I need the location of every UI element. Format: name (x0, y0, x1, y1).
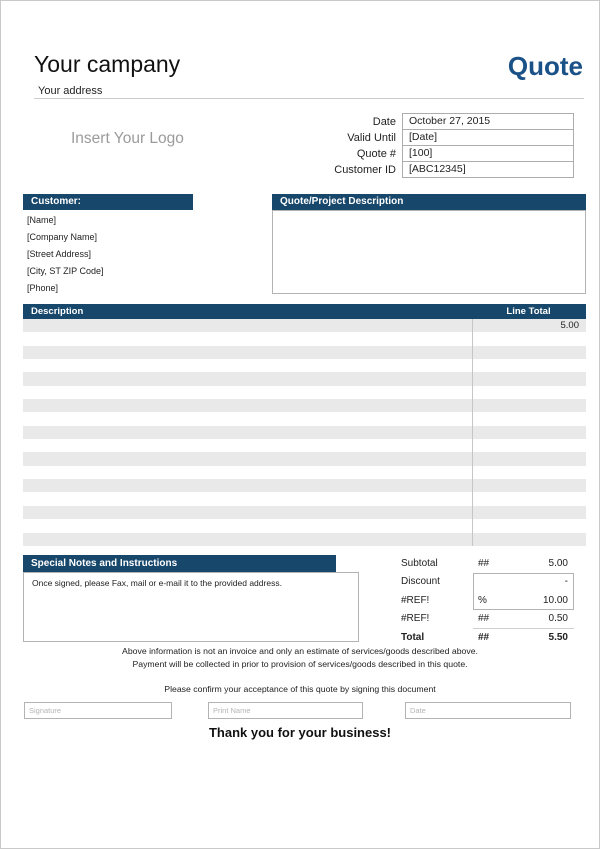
customer-section-title: Customer: (31, 196, 82, 207)
tax-amount-row (401, 610, 574, 629)
notes-section-title: Special Notes and Instructions (31, 558, 178, 569)
thank-you-message: Thank you for your business! (208, 725, 392, 740)
customer-company-field[interactable]: [Company Name] (27, 232, 98, 242)
quote-number-field[interactable]: [100] (402, 145, 574, 162)
item-line-total-cell[interactable] (472, 439, 586, 452)
item-description-cell[interactable] (23, 359, 472, 372)
item-description-cell[interactable] (23, 439, 472, 452)
customer-phone-field[interactable]: [Phone] (27, 283, 59, 293)
item-line-total-cell[interactable] (472, 426, 586, 439)
total-unit: ## (478, 631, 490, 643)
item-description-cell[interactable] (23, 533, 472, 546)
item-description-cell[interactable] (23, 519, 472, 532)
item-description-cell[interactable] (23, 346, 472, 359)
table-row[interactable] (23, 319, 586, 332)
items-table-header (23, 304, 586, 319)
customer-section-header (23, 194, 193, 210)
subtotal-value: 5.00 (548, 557, 568, 569)
table-row[interactable] (23, 412, 586, 425)
item-line-total-cell[interactable] (472, 452, 586, 465)
item-description-cell[interactable] (23, 332, 472, 345)
date-field[interactable]: October 27, 2015 (402, 113, 574, 130)
table-row[interactable] (23, 386, 586, 399)
tax-percent-label: #REF! (401, 594, 430, 606)
tax-percent-unit: % (478, 594, 487, 606)
description-column-header: Description (31, 306, 84, 317)
quote-number-label: Quote # (356, 148, 396, 160)
item-description-cell[interactable] (23, 426, 472, 439)
company-name: Your campany (34, 51, 181, 77)
notes-field[interactable] (23, 572, 359, 642)
discount-row (401, 573, 574, 592)
table-row[interactable] (23, 519, 586, 532)
total-value: 5.50 (548, 631, 568, 643)
item-line-total-cell[interactable] (472, 479, 586, 492)
item-description-cell[interactable] (23, 466, 472, 479)
item-line-total-cell[interactable] (472, 346, 586, 359)
table-row[interactable] (23, 492, 586, 505)
totals-section (401, 554, 574, 647)
table-row[interactable] (23, 372, 586, 385)
tax-percent-value[interactable]: 10.00 (542, 594, 568, 606)
subtotal-label: Subtotal (401, 557, 438, 569)
item-line-total-cell[interactable] (472, 533, 586, 546)
total-label: Total (401, 631, 425, 643)
table-row[interactable] (23, 332, 586, 345)
table-row[interactable] (23, 346, 586, 359)
table-row[interactable] (23, 426, 586, 439)
customer-details (27, 212, 104, 297)
table-row[interactable] (23, 359, 586, 372)
item-line-total-cell[interactable] (472, 372, 586, 385)
customer-id-label: Customer ID (334, 164, 396, 176)
table-row[interactable] (23, 479, 586, 492)
customer-street-field[interactable]: [Street Address] (27, 249, 92, 259)
item-description-cell[interactable] (23, 386, 472, 399)
signature-date-field[interactable]: Date (405, 702, 571, 719)
item-line-total-cell[interactable] (472, 332, 586, 345)
item-line-total-cell[interactable] (472, 506, 586, 519)
item-description-cell[interactable] (23, 452, 472, 465)
project-section-title: Quote/Project Description (280, 196, 404, 207)
item-line-total-cell[interactable]: 5.00 (472, 319, 586, 332)
valid-until-label: Valid Until (347, 132, 396, 144)
valid-until-field[interactable]: [Date] (402, 129, 574, 146)
notes-text: Once signed, please Fax, mail or e-mail it to the provided address. (32, 578, 282, 588)
item-line-total-cell[interactable] (472, 399, 586, 412)
customer-city-field[interactable]: [City, ST ZIP Code] (27, 266, 104, 276)
item-line-total-cell[interactable] (472, 359, 586, 372)
table-row[interactable] (23, 466, 586, 479)
item-line-total-cell[interactable] (472, 492, 586, 505)
discount-value[interactable]: - (564, 576, 568, 588)
confirmation-instruction: Please confirm your acceptance of this quote by signing this document (164, 684, 436, 694)
subtotal-unit: ## (478, 557, 490, 569)
line-total-column-header: Line Total (506, 306, 551, 317)
signature-field[interactable]: Signature (24, 702, 172, 719)
total-row (401, 628, 574, 647)
item-description-cell[interactable] (23, 492, 472, 505)
table-row[interactable] (23, 439, 586, 452)
tax-amount-value: 0.50 (548, 613, 568, 625)
tax-amount-label: #REF! (401, 613, 430, 625)
items-table-body (23, 319, 586, 546)
subtotal-row (401, 554, 574, 573)
item-description-cell[interactable] (23, 479, 472, 492)
item-description-cell[interactable] (23, 319, 472, 332)
print-name-field[interactable]: Print Name (208, 702, 363, 719)
project-description-field[interactable] (272, 210, 586, 294)
document-title: Quote (507, 51, 583, 81)
item-line-total-cell[interactable] (472, 412, 586, 425)
header-divider (34, 98, 584, 99)
item-description-cell[interactable] (23, 399, 472, 412)
date-label: Date (372, 116, 396, 128)
disclaimer-line-1: Above information is not an invoice and only an estimate of services/goods described above. (122, 646, 478, 656)
item-line-total-cell[interactable] (472, 519, 586, 532)
customer-name-field[interactable]: [Name] (27, 215, 57, 225)
tax-amount-unit: ## (478, 613, 490, 625)
table-row[interactable] (23, 533, 586, 546)
notes-section-header (23, 555, 336, 572)
customer-id-field[interactable]: [ABC12345] (402, 161, 574, 178)
tax-percent-row (401, 591, 574, 610)
logo-placeholder[interactable]: Insert Your Logo (71, 130, 184, 147)
table-row[interactable] (23, 452, 586, 465)
item-line-total-cell[interactable] (472, 466, 586, 479)
company-address: Your address (38, 85, 103, 97)
project-section-header (272, 194, 586, 210)
item-description-cell[interactable] (23, 506, 472, 519)
totals-separator (473, 628, 574, 629)
discount-label: Discount (401, 576, 440, 588)
disclaimer-line-2: Payment will be collected in prior to provision of services/goods described in this quote. (132, 659, 468, 669)
item-description-cell[interactable] (23, 372, 472, 385)
table-row[interactable] (23, 399, 586, 412)
item-description-cell[interactable] (23, 412, 472, 425)
table-row[interactable] (23, 506, 586, 519)
item-line-total-cell[interactable] (472, 386, 586, 399)
